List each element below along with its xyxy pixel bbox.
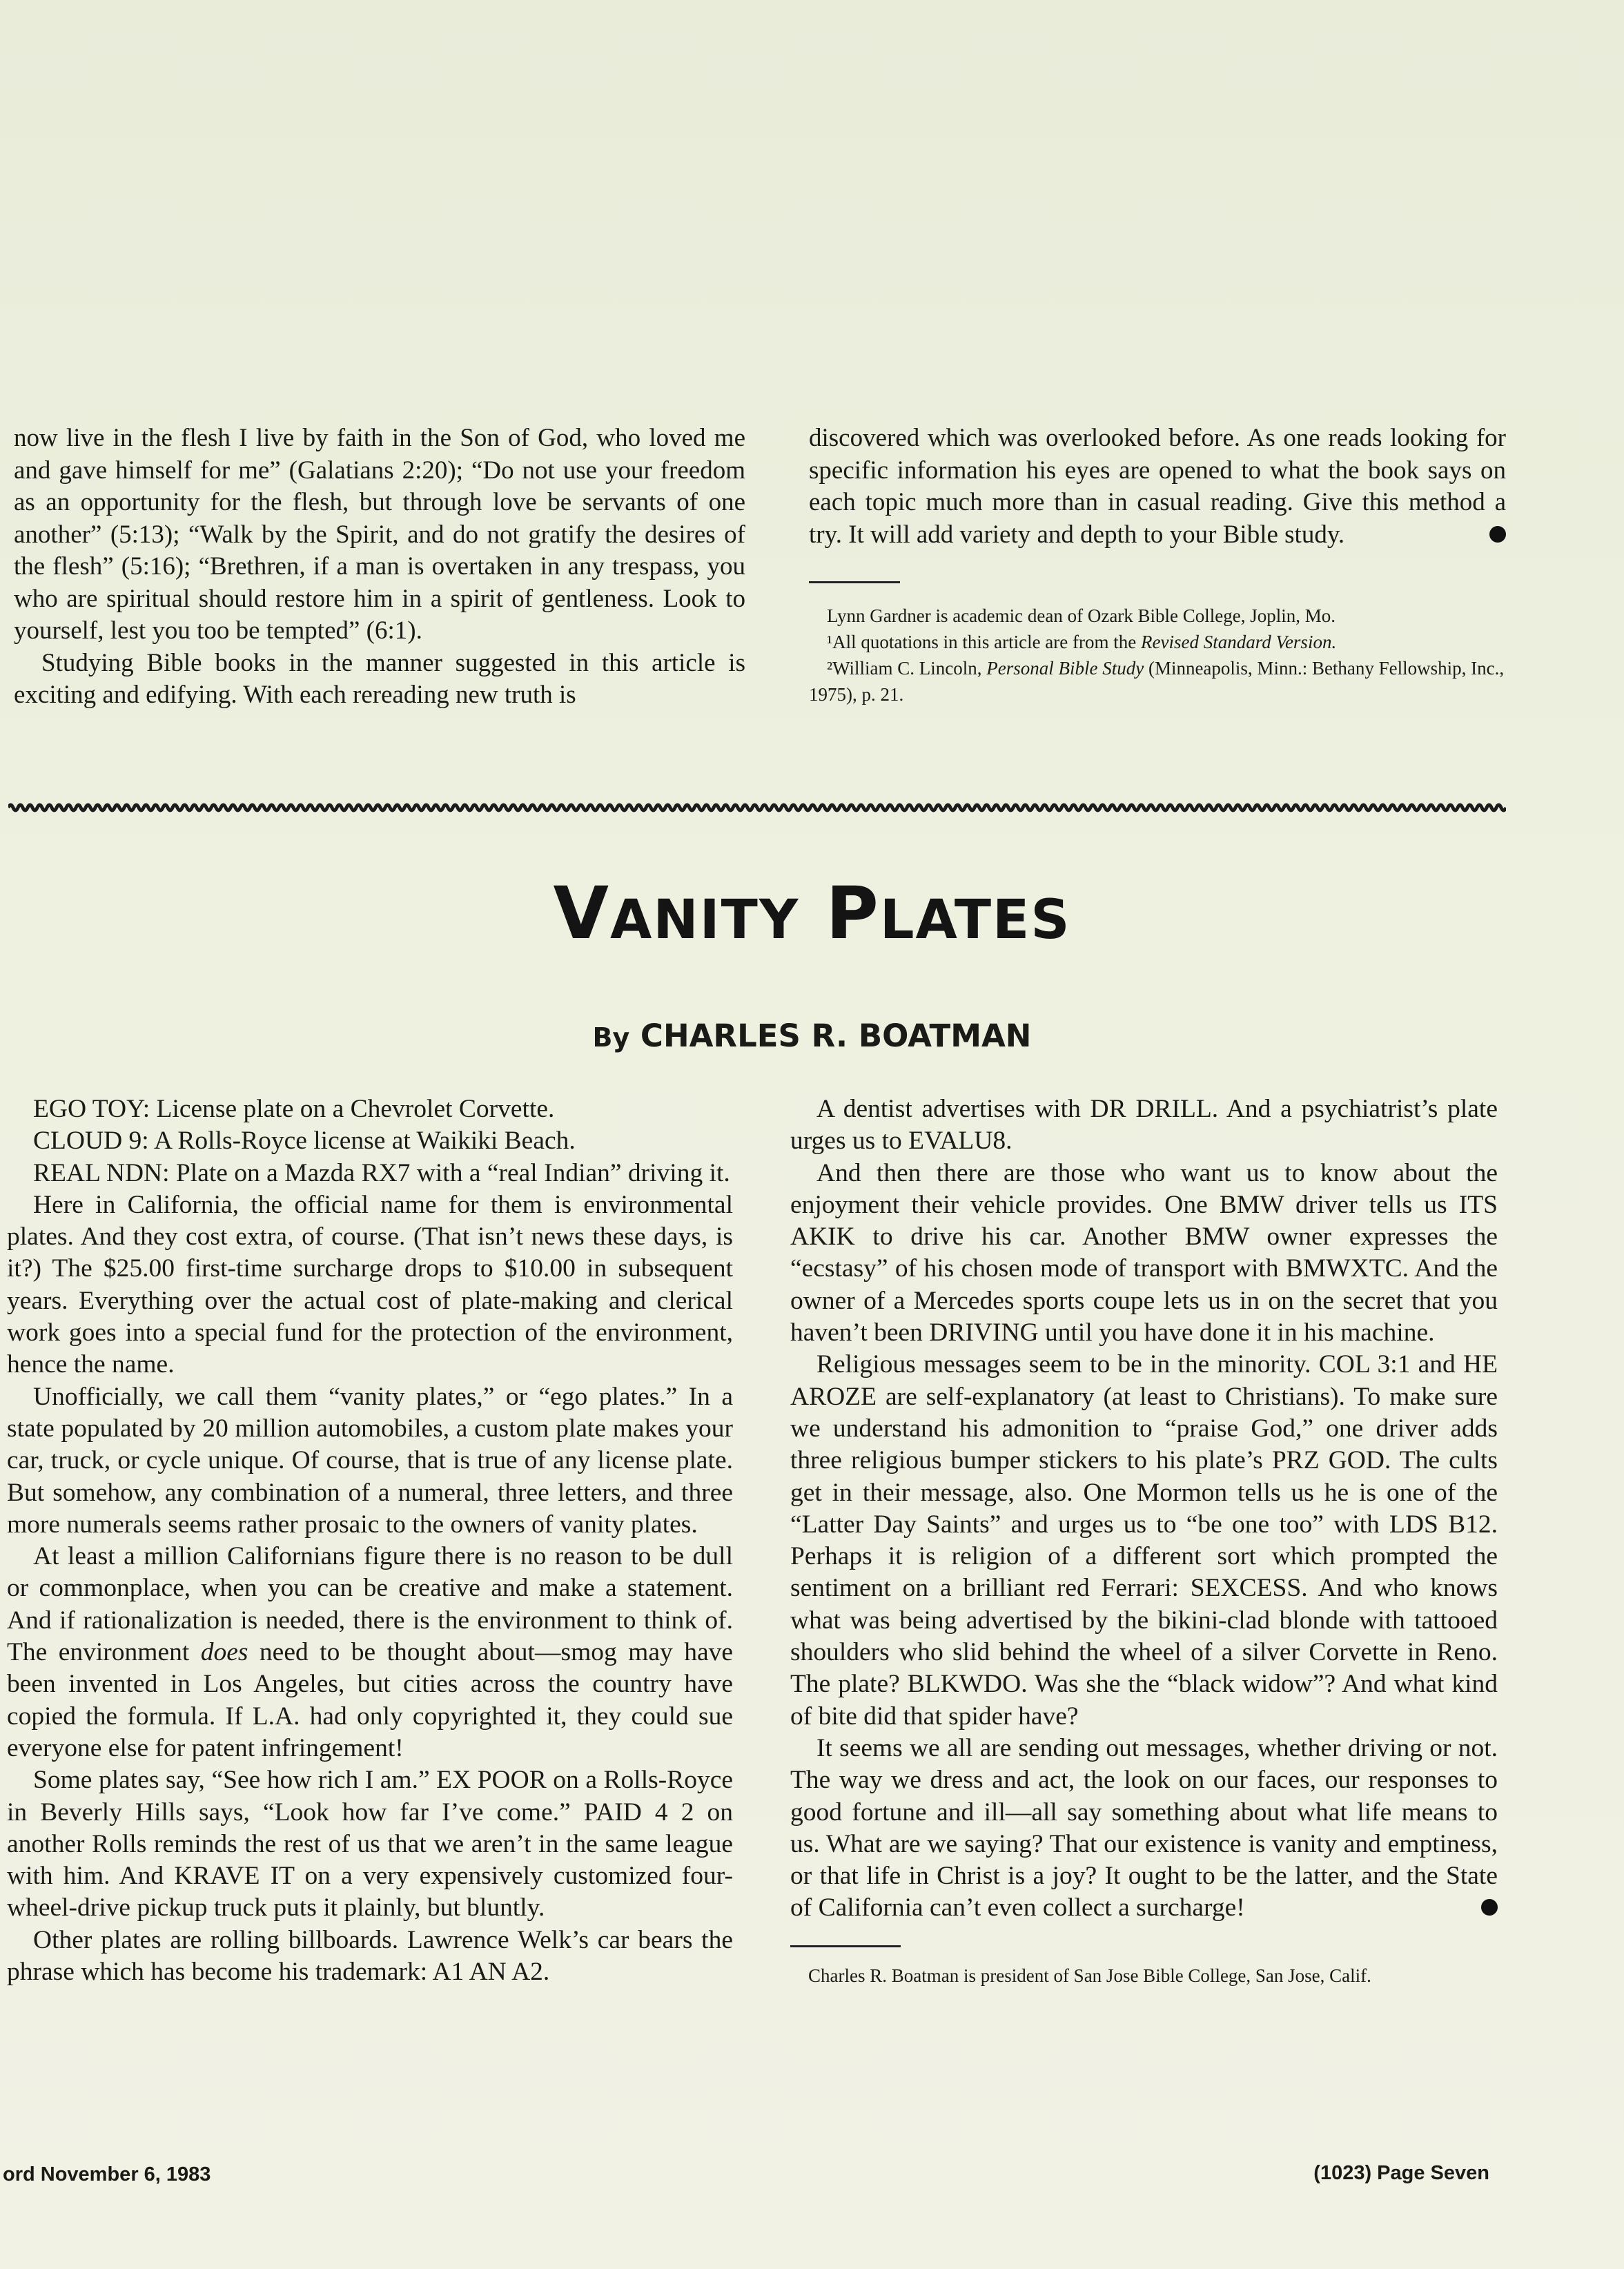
article-title: VANITY PLATES [553, 871, 1071, 955]
article-paragraph: A dentist advertises with DR DRILL. And a psychiatrist’s plate urges us to EVALU8. [790, 1095, 1498, 1156]
article-paragraph: Religious messages seem to be in the minority. COL 3:1 and HE AROZE are self-explanatory (at least to Christians). To make sure we understand his admonition to “praise God,” one driver adds three religious bumper stickers to his plate’s PRZ GOD. The cults get in their message, also. One Mormon tells us he is one of the “Latter Day Saints” and urges us to “be one too” with LDS B12. Perhaps it is religion of a different sort which prompted the sentiment on a brilliant red Ferrari: SEXCESS. And who knows what was being advertised by the bikini-clad blonde with tattooed shoulders who slid behind the wheel of a silver Corvette in Reno. The plate? BLKWDO. Was she the “black widow”? And what kind of bite did that spider have? [790, 1350, 1498, 1731]
top-article-left-column [14, 422, 745, 712]
end-of-article-dot-icon [1481, 1899, 1498, 1916]
author-name: CHARLES R. BOATMAN [640, 1017, 1032, 1054]
article-paragraph: Other plates are rolling billboards. Lawrence Welk’s car bears the phrase which has become his trademark: A1 AN A2. [7, 1925, 733, 1987]
article-author-note: Charles R. Boatman is president of San Jose Bible College, San Jose, Calif. [808, 1965, 1371, 1986]
article-right-column [790, 1093, 1498, 1989]
article-paragraph: Some plates say, “See how rich I am.” EX POOR on a Rolls-Royce in Beverly Hills says, “Look how far I’ve come.” PAID 4 2 on another Rolls reminds the rest of us that we aren’t in the same league with him. And KRAVE IT on a very expensively customized four-wheel-drive pickup truck puts it plainly, but bluntly. [7, 1766, 733, 1922]
footnote-rule [790, 1945, 901, 1947]
top-left-paragraph-2: Studying Bible books in the manner suggested in this article is exciting and edifying. With each rereading new truth is [14, 648, 745, 709]
top-right-text: discovered which was overlooked before. As one reads looking for specific information his eyes are opened to what the book says on each topic much more than in casual reading. Give this method a try. It will add variety and depth to your Bible study. [809, 424, 1506, 549]
article-paragraph: EGO TOY: License plate on a Chevrolet Corvette. [33, 1095, 555, 1123]
wavy-divider [8, 799, 1506, 816]
footnote-2: ²William C. Lincoln, Personal Bible Study (Minneapolis, Minn.: Bethany Fellowship, Inc., 1975), p. 21. [809, 658, 1505, 705]
article-paragraph: Here in California, the official name for them is environmental plates. And they cost extra, of course. (That isn’t news these days, is it?) The $25.00 first-time surcharge drops to $10.00 in subsequent years. Everything over the actual cost of plate-making and clerical work goes into a special fund for the protection of the environment, hence the name. [7, 1190, 733, 1379]
footnote-rule [809, 581, 900, 583]
footnote-1: ¹All quotations in this article are from the Revised Standard Version. [827, 632, 1337, 652]
article-paragraph: CLOUD 9: A Rolls-Royce license at Waikiki Beach. [33, 1127, 576, 1156]
footer-page-number: (1023) Page Seven [1313, 2162, 1489, 2184]
footer-date: ord November 6, 1983 [3, 2163, 211, 2185]
article-paragraph: Unofficially, we call them “vanity plates,” or “ego plates.” In a state populated by 20 million automobiles, a custom plate makes your car, truck, or cycle unique. Of course, that is true of any license plate. But somehow, any combination of a numeral, three letters, and three more numerals seems rather prosaic to the owners of vanity plates. [7, 1382, 733, 1539]
article-paragraph: At least a million Californians figure there is no reason to be dull or commonplace, when you can be creative and make a statement. And if rationalization is needed, there is the environment to think of. The environment does need to be thought about—smog may have been invented in Los Angeles, but cities across the country have copied the formula. If L.A. had only copyrighted it, they could sue everyone else for patent infringement! [7, 1542, 733, 1762]
end-of-article-dot-icon [1489, 526, 1506, 543]
article-paragraph: And then there are those who want us to know about the enjoyment their vehicle provides. One BMW driver tells us ITS AKIK to drive his car. Another BMW owner expresses the “ecstasy” of his chosen mode of transport with BMWXTC. And the owner of a Mercedes sports coupe lets us in on the secret that you haven’t been DRIVING until you have done it in his machine. [790, 1158, 1498, 1347]
top-article-right-column [809, 422, 1506, 708]
article-paragraph: REAL NDN: Plate on a Mazda RX7 with a “real Indian” driving it. [33, 1158, 730, 1187]
article-left-column [7, 1093, 733, 1988]
footnote-2-title: Personal Bible Study [986, 658, 1144, 679]
top-author-note: Lynn Gardner is academic dean of Ozark Bible College, Joplin, Mo. [827, 605, 1336, 626]
top-article-notes [809, 603, 1506, 708]
article-byline: By CHARLES R. BOATMAN [592, 1017, 1032, 1054]
top-right-paragraph [809, 422, 1506, 551]
top-left-paragraph-1: now live in the flesh I live by faith in the Son of God, who loved me and gave himself for me” (Galatians 2:20); “Do not use your freedom as an opportunity for the flesh, but through love be servants of one another” (5:13); “Walk by the Spirit, and do not gratify the desires of the flesh” (5:16); “Brethren, if a man is overtaken in any trespass, you who are spiritual should restore him in a spirit of gentleness. Look to yourself, lest you too be tempted” (6:1). [14, 424, 745, 645]
footnote-1-title: Revised Standard Version. [1140, 632, 1337, 652]
article-paragraph: It seems we all are sending out messages, whether driving or not. The way we dress and act, the look on our faces, our responses to good fortune and ill—all say something about what life means to us. What are we saying? That our existence is vanity and emptiness, or that life in Christ is a joy? It ought to be the latter, and the State of California can’t even collect a surcharge! [790, 1733, 1498, 1922]
